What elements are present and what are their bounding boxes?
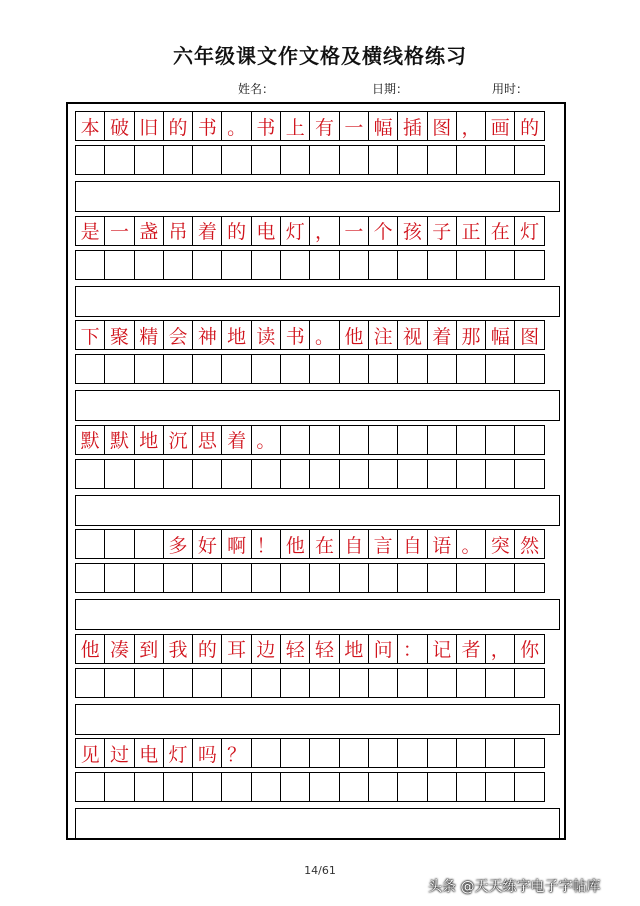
writing-line[interactable]: [75, 599, 560, 630]
blank-cell[interactable]: [221, 563, 251, 593]
blank-cell[interactable]: [134, 145, 164, 175]
grid-cell[interactable]: 默: [104, 425, 134, 455]
grid-cell[interactable]: 电: [134, 738, 164, 768]
grid-cell[interactable]: 然: [514, 529, 544, 559]
grid-cell[interactable]: [309, 738, 339, 768]
grid-cell[interactable]: [339, 425, 369, 455]
grid-cell[interactable]: 的: [221, 216, 251, 246]
blank-cell[interactable]: [75, 772, 105, 802]
blank-cell[interactable]: [163, 459, 193, 489]
grid-cell[interactable]: [104, 529, 134, 559]
blank-cell[interactable]: [514, 772, 544, 802]
blank-cell[interactable]: [368, 250, 398, 280]
grid-cell[interactable]: 聚: [104, 320, 134, 350]
blank-cell[interactable]: [514, 145, 544, 175]
grid-cell[interactable]: 你: [514, 634, 544, 664]
grid-cell[interactable]: 本: [75, 111, 105, 141]
practice-sheet: [66, 102, 566, 840]
blank-cell[interactable]: [456, 250, 486, 280]
blank-cell[interactable]: [309, 145, 339, 175]
blank-cell[interactable]: [427, 250, 457, 280]
writing-line[interactable]: [75, 495, 560, 526]
grid-cell[interactable]: 地: [221, 320, 251, 350]
blank-cell[interactable]: [456, 668, 486, 698]
grid-cell[interactable]: 一: [339, 111, 369, 141]
blank-cell[interactable]: [368, 459, 398, 489]
blank-cell[interactable]: [280, 563, 310, 593]
grid-cell[interactable]: 的: [192, 634, 222, 664]
blank-cell[interactable]: [104, 145, 134, 175]
blank-cell[interactable]: [514, 563, 544, 593]
blank-cell[interactable]: [339, 772, 369, 802]
time-label: 用时：: [492, 82, 529, 96]
writing-line[interactable]: [75, 390, 560, 421]
char-row: [75, 425, 545, 455]
grid-cell[interactable]: ，: [485, 634, 515, 664]
blank-cell[interactable]: [397, 459, 427, 489]
grid-cell[interactable]: 突: [485, 529, 515, 559]
grid-cell[interactable]: 耳: [221, 634, 251, 664]
blank-cell[interactable]: [163, 772, 193, 802]
grid-cell[interactable]: ：: [397, 634, 427, 664]
blank-cell[interactable]: [221, 459, 251, 489]
grid-cell[interactable]: 孩: [397, 216, 427, 246]
blank-cell[interactable]: [485, 250, 515, 280]
page-number: 14/61: [304, 864, 336, 877]
blank-cell[interactable]: [192, 354, 222, 384]
grid-cell[interactable]: ！: [251, 529, 281, 559]
grid-cell[interactable]: 我: [163, 634, 193, 664]
grid-cell[interactable]: 他: [75, 634, 105, 664]
blank-cell[interactable]: [134, 250, 164, 280]
blank-cell[interactable]: [221, 668, 251, 698]
grid-cell[interactable]: 灯: [163, 738, 193, 768]
blank-cell[interactable]: [368, 772, 398, 802]
grid-cell[interactable]: 画: [485, 111, 515, 141]
blank-cell[interactable]: [221, 772, 251, 802]
grid-cell[interactable]: [485, 425, 515, 455]
grid-cell[interactable]: 神: [192, 320, 222, 350]
blank-cell[interactable]: [75, 145, 105, 175]
practice-row: [75, 354, 545, 384]
writing-line[interactable]: [75, 181, 560, 212]
blank-cell[interactable]: [192, 459, 222, 489]
grid-cell[interactable]: 注: [368, 320, 398, 350]
grid-cell[interactable]: 默: [75, 425, 105, 455]
grid-cell[interactable]: 破: [104, 111, 134, 141]
blank-cell[interactable]: [280, 250, 310, 280]
blank-cell[interactable]: [309, 459, 339, 489]
practice-row: [75, 250, 545, 280]
grid-cell[interactable]: 下: [75, 320, 105, 350]
blank-cell[interactable]: [104, 354, 134, 384]
grid-cell[interactable]: 在: [309, 529, 339, 559]
grid-cell[interactable]: 幅: [368, 111, 398, 141]
blank-cell[interactable]: [221, 250, 251, 280]
blank-cell[interactable]: [485, 563, 515, 593]
blank-cell[interactable]: [456, 772, 486, 802]
blank-cell[interactable]: [163, 354, 193, 384]
blank-cell[interactable]: [485, 459, 515, 489]
grid-cell[interactable]: 着: [192, 216, 222, 246]
writing-line[interactable]: [75, 704, 560, 735]
blank-cell[interactable]: [427, 354, 457, 384]
blank-cell[interactable]: [75, 459, 105, 489]
char-row: [75, 320, 545, 350]
blank-cell[interactable]: [251, 459, 281, 489]
char-row: [75, 634, 545, 664]
grid-cell[interactable]: 会: [163, 320, 193, 350]
grid-cell[interactable]: 记: [427, 634, 457, 664]
blank-cell[interactable]: [514, 250, 544, 280]
grid-cell[interactable]: 边: [251, 634, 281, 664]
grid-cell[interactable]: [397, 425, 427, 455]
grid-cell[interactable]: ，: [456, 111, 486, 141]
blank-cell[interactable]: [339, 250, 369, 280]
grid-cell[interactable]: 着: [221, 425, 251, 455]
grid-cell[interactable]: 图: [514, 320, 544, 350]
grid-cell[interactable]: [485, 738, 515, 768]
blank-cell[interactable]: [75, 354, 105, 384]
blank-cell[interactable]: [339, 563, 369, 593]
grid-cell[interactable]: 书: [251, 111, 281, 141]
grid-cell[interactable]: 精: [134, 320, 164, 350]
blank-cell[interactable]: [397, 563, 427, 593]
name-label: 姓名：: [238, 82, 275, 96]
blank-cell[interactable]: [221, 145, 251, 175]
blank-cell[interactable]: [309, 772, 339, 802]
blank-cell[interactable]: [251, 145, 281, 175]
page-title: 六年级课文作文格及横线格练习: [173, 44, 467, 68]
writing-line[interactable]: [75, 286, 560, 317]
blank-cell[interactable]: [134, 354, 164, 384]
grid-cell[interactable]: 个: [368, 216, 398, 246]
blank-cell[interactable]: [251, 250, 281, 280]
grid-cell[interactable]: 他: [339, 320, 369, 350]
grid-cell[interactable]: 到: [134, 634, 164, 664]
grid-cell[interactable]: [456, 738, 486, 768]
grid-cell[interactable]: [427, 738, 457, 768]
grid-cell[interactable]: 一: [104, 216, 134, 246]
blank-cell[interactable]: [485, 145, 515, 175]
grid-cell[interactable]: 在: [485, 216, 515, 246]
grid-cell[interactable]: 着: [427, 320, 457, 350]
grid-cell[interactable]: [280, 425, 310, 455]
blank-cell[interactable]: [192, 250, 222, 280]
blank-cell[interactable]: [251, 668, 281, 698]
watermark: 头条 @天天练字电子字帖库: [428, 879, 601, 895]
char-row: [75, 111, 545, 141]
blank-cell[interactable]: [251, 563, 281, 593]
blank-cell[interactable]: [104, 250, 134, 280]
grid-cell[interactable]: 是: [75, 216, 105, 246]
blank-cell[interactable]: [514, 459, 544, 489]
blank-cell[interactable]: [368, 354, 398, 384]
grid-cell[interactable]: 幅: [485, 320, 515, 350]
blank-cell[interactable]: [456, 354, 486, 384]
char-row: [75, 529, 545, 559]
blank-cell[interactable]: [339, 354, 369, 384]
date-label: 日期：: [372, 82, 409, 96]
blank-cell[interactable]: [427, 668, 457, 698]
grid-cell[interactable]: 插: [397, 111, 427, 141]
grid-cell[interactable]: [339, 738, 369, 768]
grid-cell[interactable]: 轻: [280, 634, 310, 664]
grid-cell[interactable]: 。: [221, 111, 251, 141]
blank-cell[interactable]: [75, 563, 105, 593]
grid-cell[interactable]: 书: [192, 111, 222, 141]
blank-cell[interactable]: [104, 668, 134, 698]
grid-cell[interactable]: 图: [427, 111, 457, 141]
char-row: [75, 738, 545, 768]
practice-row: [75, 668, 545, 698]
blank-cell[interactable]: [339, 145, 369, 175]
blank-cell[interactable]: [368, 145, 398, 175]
grid-cell[interactable]: 他: [280, 529, 310, 559]
blank-cell[interactable]: [134, 772, 164, 802]
grid-cell[interactable]: [514, 425, 544, 455]
blank-cell[interactable]: [514, 354, 544, 384]
grid-cell[interactable]: 那: [456, 320, 486, 350]
grid-cell[interactable]: 上: [280, 111, 310, 141]
blank-cell[interactable]: [397, 354, 427, 384]
grid-cell[interactable]: 的: [163, 111, 193, 141]
blank-cell[interactable]: [192, 563, 222, 593]
grid-cell[interactable]: 子: [427, 216, 457, 246]
grid-cell[interactable]: 者: [456, 634, 486, 664]
practice-row: [75, 772, 545, 802]
grid-cell[interactable]: 。: [456, 529, 486, 559]
blank-cell[interactable]: [280, 145, 310, 175]
blank-cell[interactable]: [280, 668, 310, 698]
blank-cell[interactable]: [397, 668, 427, 698]
grid-cell[interactable]: 地: [134, 425, 164, 455]
grid-cell[interactable]: 好: [192, 529, 222, 559]
blank-cell[interactable]: [134, 668, 164, 698]
blank-cell[interactable]: [368, 668, 398, 698]
blank-cell[interactable]: [485, 772, 515, 802]
blank-cell[interactable]: [456, 459, 486, 489]
grid-cell[interactable]: 啊: [221, 529, 251, 559]
grid-cell[interactable]: [368, 738, 398, 768]
grid-cell[interactable]: 言: [368, 529, 398, 559]
blank-cell[interactable]: [104, 772, 134, 802]
practice-row: [75, 145, 545, 175]
grid-cell[interactable]: [251, 738, 281, 768]
blank-cell[interactable]: [192, 772, 222, 802]
grid-cell[interactable]: 。: [251, 425, 281, 455]
grid-cell[interactable]: 过: [104, 738, 134, 768]
blank-cell[interactable]: [427, 563, 457, 593]
grid-cell[interactable]: 吊: [163, 216, 193, 246]
grid-cell[interactable]: 地: [339, 634, 369, 664]
blank-cell[interactable]: [134, 563, 164, 593]
grid-cell[interactable]: 旧: [134, 111, 164, 141]
grid-cell[interactable]: [456, 425, 486, 455]
blank-cell[interactable]: [339, 668, 369, 698]
grid-cell[interactable]: 电: [251, 216, 281, 246]
practice-row: [75, 459, 545, 489]
blank-cell[interactable]: [75, 668, 105, 698]
blank-cell[interactable]: [309, 668, 339, 698]
blank-cell[interactable]: [134, 459, 164, 489]
blank-cell[interactable]: [221, 354, 251, 384]
char-row: [75, 216, 545, 246]
blank-cell[interactable]: [397, 145, 427, 175]
grid-cell[interactable]: 沉: [163, 425, 193, 455]
grid-cell[interactable]: 灯: [280, 216, 310, 246]
grid-cell[interactable]: [309, 425, 339, 455]
blank-cell[interactable]: [163, 563, 193, 593]
blank-cell[interactable]: [427, 145, 457, 175]
blank-cell[interactable]: [280, 772, 310, 802]
blank-cell[interactable]: [280, 459, 310, 489]
grid-cell[interactable]: ？: [221, 738, 251, 768]
blank-cell[interactable]: [163, 145, 193, 175]
blank-cell[interactable]: [397, 772, 427, 802]
blank-cell[interactable]: [368, 563, 398, 593]
grid-cell[interactable]: 。: [309, 320, 339, 350]
blank-cell[interactable]: [163, 668, 193, 698]
blank-cell[interactable]: [485, 354, 515, 384]
practice-row: [75, 563, 545, 593]
blank-cell[interactable]: [309, 563, 339, 593]
blank-cell[interactable]: [104, 563, 134, 593]
grid-cell[interactable]: ，: [309, 216, 339, 246]
blank-cell[interactable]: [485, 668, 515, 698]
blank-cell[interactable]: [104, 459, 134, 489]
grid-cell[interactable]: 思: [192, 425, 222, 455]
blank-cell[interactable]: [309, 354, 339, 384]
blank-cell[interactable]: [75, 250, 105, 280]
grid-cell[interactable]: [514, 738, 544, 768]
blank-cell[interactable]: [192, 668, 222, 698]
grid-cell[interactable]: 正: [456, 216, 486, 246]
blank-cell[interactable]: [456, 563, 486, 593]
grid-cell[interactable]: 语: [427, 529, 457, 559]
grid-cell[interactable]: 问: [368, 634, 398, 664]
grid-cell[interactable]: [134, 529, 164, 559]
grid-cell[interactable]: 见: [75, 738, 105, 768]
grid-cell[interactable]: 轻: [309, 634, 339, 664]
grid-cell[interactable]: 自: [397, 529, 427, 559]
blank-cell[interactable]: [280, 354, 310, 384]
blank-cell[interactable]: [427, 459, 457, 489]
blank-cell[interactable]: [339, 459, 369, 489]
grid-cell[interactable]: [280, 738, 310, 768]
blank-cell[interactable]: [427, 772, 457, 802]
writing-line[interactable]: [75, 808, 560, 839]
grid-cell[interactable]: [75, 529, 105, 559]
grid-cell[interactable]: 视: [397, 320, 427, 350]
grid-cell[interactable]: 书: [280, 320, 310, 350]
blank-cell[interactable]: [514, 668, 544, 698]
blank-cell[interactable]: [163, 250, 193, 280]
grid-cell[interactable]: [427, 425, 457, 455]
blank-cell[interactable]: [456, 145, 486, 175]
grid-cell[interactable]: 一: [339, 216, 369, 246]
grid-cell[interactable]: 多: [163, 529, 193, 559]
grid-cell[interactable]: 的: [514, 111, 544, 141]
blank-cell[interactable]: [251, 772, 281, 802]
grid-cell[interactable]: 盏: [134, 216, 164, 246]
grid-cell[interactable]: [368, 425, 398, 455]
blank-cell[interactable]: [251, 354, 281, 384]
grid-cell[interactable]: [397, 738, 427, 768]
blank-cell[interactable]: [192, 145, 222, 175]
grid-cell[interactable]: 凑: [104, 634, 134, 664]
grid-cell[interactable]: 有: [309, 111, 339, 141]
blank-cell[interactable]: [397, 250, 427, 280]
grid-cell[interactable]: 吗: [192, 738, 222, 768]
blank-cell[interactable]: [309, 250, 339, 280]
grid-cell[interactable]: 自: [339, 529, 369, 559]
grid-cell[interactable]: 灯: [514, 216, 544, 246]
grid-cell[interactable]: 读: [251, 320, 281, 350]
